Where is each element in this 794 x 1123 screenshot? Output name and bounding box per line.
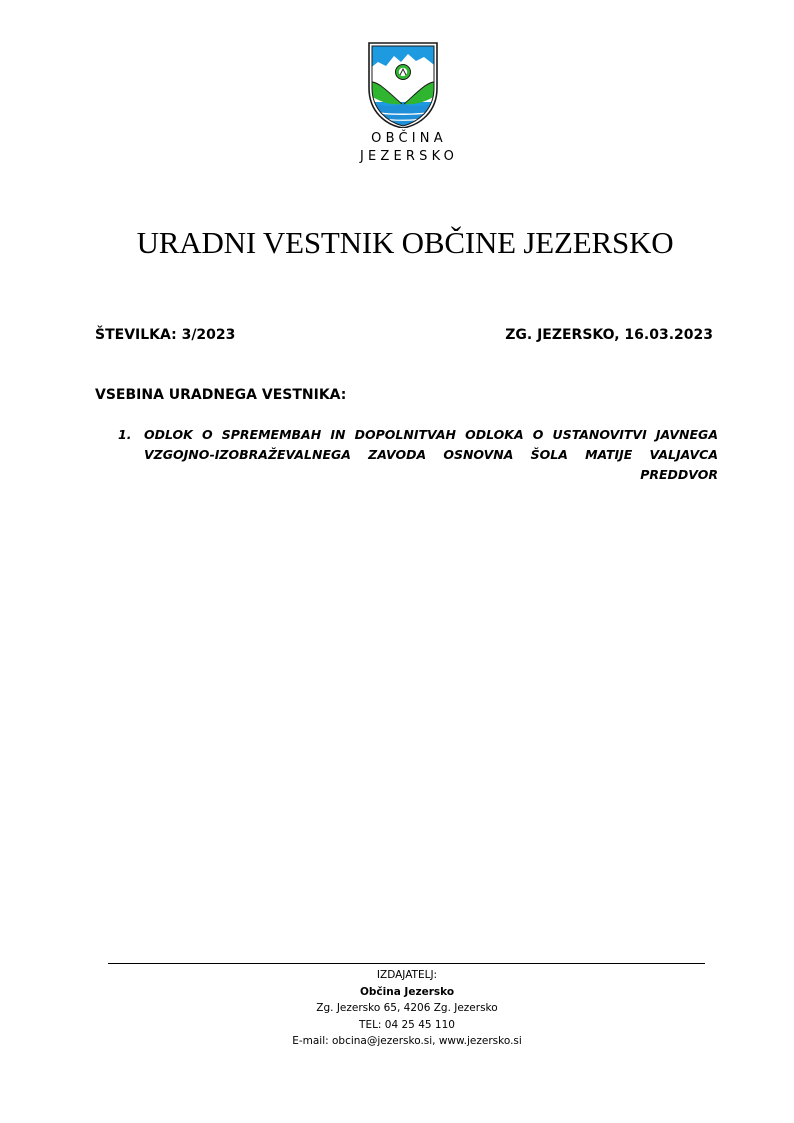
contents-heading: VSEBINA URADNEGA VESTNIKA: <box>95 387 347 403</box>
publisher-name: Občina Jezersko <box>359 985 455 998</box>
document-title: URADNI VESTNIK OBČINE JEZERSKO <box>136 225 674 260</box>
municipality-name-line1: OBČINA <box>371 131 447 146</box>
municipality-coat-of-arms-icon <box>368 42 438 128</box>
contents-item-number: 1. <box>118 427 132 442</box>
issue-info-row <box>95 325 713 345</box>
issue-number: ŠTEVILKA: 3/2023 <box>95 327 236 343</box>
footer-divider <box>108 963 705 964</box>
contents-list <box>118 425 718 485</box>
contents-item <box>118 425 718 485</box>
issue-place-date: ZG. JEZERSKO, 16.03.2023 <box>505 327 713 343</box>
publisher-contact: E-mail: obcina@jezersko.si, www.jezersko.si <box>292 1035 522 1047</box>
publisher-phone: TEL: 04 25 45 110 <box>359 1018 455 1031</box>
municipality-name-line2: JEZERSKO <box>359 149 459 164</box>
publisher-label: IZDAJATELJ: <box>376 969 438 981</box>
publisher-address: Zg. Jezersko 65, 4206 Zg. Jezersko <box>316 1002 498 1014</box>
publisher-footer <box>200 967 614 1050</box>
contents-item-text: ODLOK O SPREMEMBAH IN DOPOLNITVAH ODLOKA O USTANOVITVI JAVNEGA VZGOJNO-IZOBRAŽEVALNEGA ZAVODA OSNOVNA ŠOLA MATIJE VALJAVCA PREDDVOR <box>144 427 718 482</box>
